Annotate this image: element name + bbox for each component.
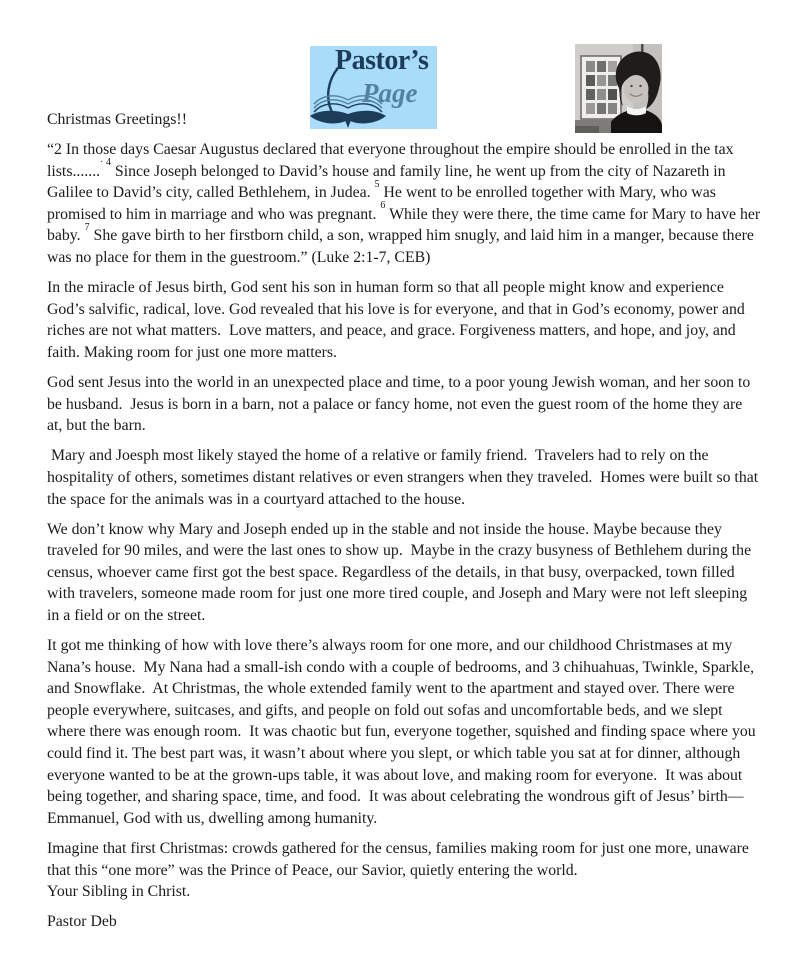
signature-line: Pastor Deb xyxy=(47,913,117,931)
logo-title-page: Page xyxy=(362,78,418,108)
paragraph: We don’t know why Mary and Joseph ended up in the stable and not inside the house. Maybe because they traveled for 90 miles, and were the last ones to show up. Maybe in the crazy busyness of Bethlehem during the census, whoever came first got the best space. Regardless of the details, in that busy, overpacked, town filled with travelers, someone made room for just one more tired couple, and Joseph and Mary were not left sleeping in a field or on the street. xyxy=(47,520,756,624)
paragraph: In the miracle of Jesus birth, God sent his son in human form so that all people might know and experience God’s salvific, radical, love. God revealed that his love is for everyone, and that in God’s economy, power and riches are not what matters. Love matters, and peace, and grace. Forgiveness matters, and hope, and joy, and faith. Making room for just one more matters. xyxy=(47,279,749,361)
paragraph: Imagine that first Christmas: crowds gathered for the census, families making room for just one more, unaware that this “one more” was the Prince of Peace, our Savior, quietly entering the world. xyxy=(47,839,753,879)
greeting-line: Christmas Greetings!! xyxy=(47,111,187,128)
verse-number: 5 xyxy=(374,178,380,190)
verse-number: 6 xyxy=(380,200,386,212)
paragraph: It got me thinking of how with love there’s always room for one more, and our childhood Christmases at my Nana’s house. My Nana had a small-ish condo with a couple of bedrooms, and 3 chihuahuas, Twinkle, Sparkle, and Snowflake. At Christmas, the whole extended family went to the apartment and stayed over. There were people everywhere, suitcases, and gifts, and people on fold out sofas and uncomfortable beds, and we slept where there was enough room. It was chaotic but fun, everyone together, squished and finding space where you could find it. The best part was, it wasn’t about where you slept, or which table you sat at for dinner, although everyone wanted to be at the grown-ups table, it was about love, and making room for everyone. It was about being together, and sharing space, time, and food. It was about celebrating the wondrous gift of Jesus’ birth—Emmanuel, God with us, dwelling among humanity. xyxy=(47,637,760,827)
logo-title-pastors: Pastor’s xyxy=(335,45,429,76)
paragraph: “2 In those days Caesar Augustus declared that everyone throughout the empire should be enrolled in the tax lists.......$^{\cdot 4}$ Since Joseph belonged to David’s house and family line, he went up from the city of Nazareth in Galilee to David’s city, called Bethlehem, in Judea. $^5$ He went to be enrolled together with Mary, who was promised to him in marriage and who was pregnant. $^6$ While they were there, the time came for Mary to have her baby. $^7$ She gave birth to her firstborn child, a son, wrapped him snugly, and laid him in a manger, because there was no place for them in the guestroom.” (Luke 2:1-7, CEB) xyxy=(47,141,765,267)
letter-body xyxy=(47,139,765,881)
letter-content xyxy=(47,109,765,933)
closing-line: Your Sibling in Christ. xyxy=(47,883,191,901)
paragraph: God sent Jesus into the world in an unexpected place and time, to a poor young Jewish woman, and her soon to be husband. Jesus is born in a barn, not a palace or fancy home, not even the guest room of the home they are at, but the barn. xyxy=(47,374,755,435)
verse-number: 7 xyxy=(84,221,90,233)
verse-number: · 4 xyxy=(100,156,111,168)
paragraph: Mary and Joesph most likely stayed the home of a relative or family friend. Travelers had to rely on the hospitality of others, sometimes distant relatives or even strangers when they traveled. Homes were built so that the space for the animals was in a courtyard attached to the house. xyxy=(47,447,763,508)
